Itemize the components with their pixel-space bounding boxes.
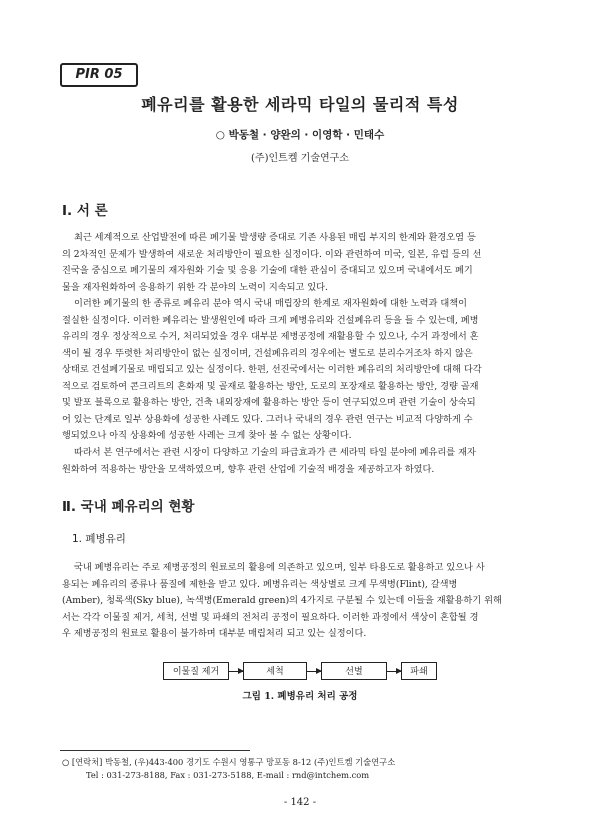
flow-step-crushing: 파쇄 bbox=[401, 662, 437, 680]
text-line: 서는 각각 이물질 제거, 세척, 선별 및 파쇄의 전처리 공정이 필요하다. 이러한 과정에서 색상이 혼합될 경 bbox=[62, 611, 479, 623]
paper-affiliation: (주)인트켐 기술연구소 bbox=[251, 153, 349, 164]
text-line: 이러한 폐기물의 한 종류로 폐유리 분야 역시 국내 매립장의 한계로 재자원화에 대한 노력과 대책이 bbox=[74, 298, 467, 309]
flow-arrow-icon bbox=[229, 671, 243, 672]
paper-label: PIR 05 bbox=[60, 63, 138, 87]
text-line: 의 2차적인 문제가 발생하여 새로운 처리방안이 필요한 실정이다. 이와 관련하여 미국, 일본, 유럽 등의 선 bbox=[62, 248, 482, 260]
intro-paragraph-3 bbox=[62, 445, 540, 478]
flow-step-sorting: 선별 bbox=[321, 662, 387, 680]
flow-arrow-icon bbox=[387, 671, 401, 672]
text-line: 적으로 검토하여 콘크리트의 혼화재 및 골재로 활용하는 방안, 도로의 포장재로 활용하는 방안, 경량 골재 bbox=[62, 380, 479, 392]
flow-arrow-icon bbox=[307, 671, 321, 672]
figure-caption: 그림 1. 폐병유리 처리 공정 bbox=[242, 691, 358, 702]
text-line: 상태로 건설폐기물로 매립되고 있는 실정이다. 한편, 선진국에서는 이러한 폐유리의 처리방안에 대해 다각 bbox=[62, 364, 482, 375]
paper-title: 폐유리를 활용한 세라믹 타일의 물리적 특성 bbox=[141, 95, 459, 114]
footnote-contact-details: Tel : 031-273-8188, Fax : 031-273-5188, E-mail : rnd@intchem.com bbox=[86, 770, 370, 780]
footnote-divider bbox=[60, 750, 250, 751]
text-line: 색이 될 경우 뚜렷한 처리방안이 없는 실정이며, 건설폐유리의 경우에는 별도로 분리수거조차 하지 않은 bbox=[62, 347, 473, 359]
intro-paragraph-2 bbox=[62, 296, 540, 445]
flow-step-washing: 세척 bbox=[243, 662, 307, 680]
section-heading-status: Ⅱ. 국내 폐유리의 현황 bbox=[62, 499, 195, 515]
text-line: 우 제병공정의 원료로 활용이 불가하며 대부분 매립처리 되고 있는 실정이다. bbox=[62, 628, 367, 639]
text-line: 어 있는 단계로 일부 상용화에 성공한 사례도 있다. 그러나 국내의 경우 관련 연구는 비교적 다양하게 수 bbox=[62, 413, 473, 425]
text-line: 최근 세계적으로 산업발전에 따른 폐기물 발생량 증대로 기존 사용된 매립 부지의 한계와 환경오염 등 bbox=[74, 232, 476, 243]
text-line: 및 발포 블록으로 활용하는 방안, 건축 내외장재에 활용하는 방안 등이 연구되었으며 관련 기술이 상숙되 bbox=[62, 397, 476, 408]
status-paragraph-1 bbox=[62, 560, 540, 643]
text-line: 절실한 실정이다. 이러한 폐유리는 발생원인에 따라 크게 폐병유리와 건설폐유리 등을 들 수 있는데, 폐병 bbox=[62, 314, 479, 326]
text-line: 유리의 경우 정상적으로 수거, 처리되었을 경우 대부분 제병공정에 재활용할 수 있으나, 수거 과정에서 혼 bbox=[62, 331, 479, 342]
text-line: 원화하여 적용하는 방안을 모색하였으며, 향후 관련 산업에 기술적 배경을 제공하고자 하였다. bbox=[62, 463, 435, 475]
footnote-contact: ○ [연락처] 박동철, (우)443-400 경기도 수원시 영통구 망포동 8-12 (주)인트켐 기술연구소 bbox=[62, 757, 396, 767]
text-line: 따라서 본 연구에서는 관련 시장이 다양하고 기술의 파급효과가 큰 세라믹 타일 분야에 폐유리를 재자 bbox=[74, 447, 476, 458]
text-line: 국내 폐병유리는 주로 제병공정의 원료로의 활용에 의존하고 있으며, 일부 타용도로 활용하고 있으나 사 bbox=[74, 562, 485, 573]
subsection-heading-waste-bottle-glass: 1. 폐병유리 bbox=[72, 533, 126, 545]
paper-authors: ○ 박동철 · 양완의 · 이영학 · 민태수 bbox=[215, 129, 385, 141]
intro-paragraph-1 bbox=[62, 230, 540, 296]
text-line: (Amber), 청록색(Sky blue), 녹색병(Emerald green)의 4가지로 구분될 수 있는데 이들을 재활용하기 위해 bbox=[62, 595, 502, 606]
text-line: 진국을 중심으로 폐기물의 재자원화 기술 및 응용 기술에 대한 관심이 증대되고 있으며 국내에서도 폐기 bbox=[62, 265, 473, 276]
text-line: 행되었으나 아직 상용화에 성공한 사례는 크게 찾아 볼 수 없는 상황이다. bbox=[62, 430, 352, 441]
text-line: 용되는 폐유리의 종류나 품질에 제한을 받고 있다. 폐병유리는 색상별로 크게 무색병(Flint), 갈색병 bbox=[62, 578, 458, 590]
text-line: 물을 재자원화하여 응용하기 위한 각 분야의 노력이 지속되고 있다. bbox=[62, 281, 328, 293]
flow-step-remove-foreign-matter: 이물질 제거 bbox=[163, 662, 229, 680]
section-heading-introduction: Ⅰ. 서 론 bbox=[62, 203, 108, 219]
page-number: - 142 - bbox=[283, 797, 317, 808]
